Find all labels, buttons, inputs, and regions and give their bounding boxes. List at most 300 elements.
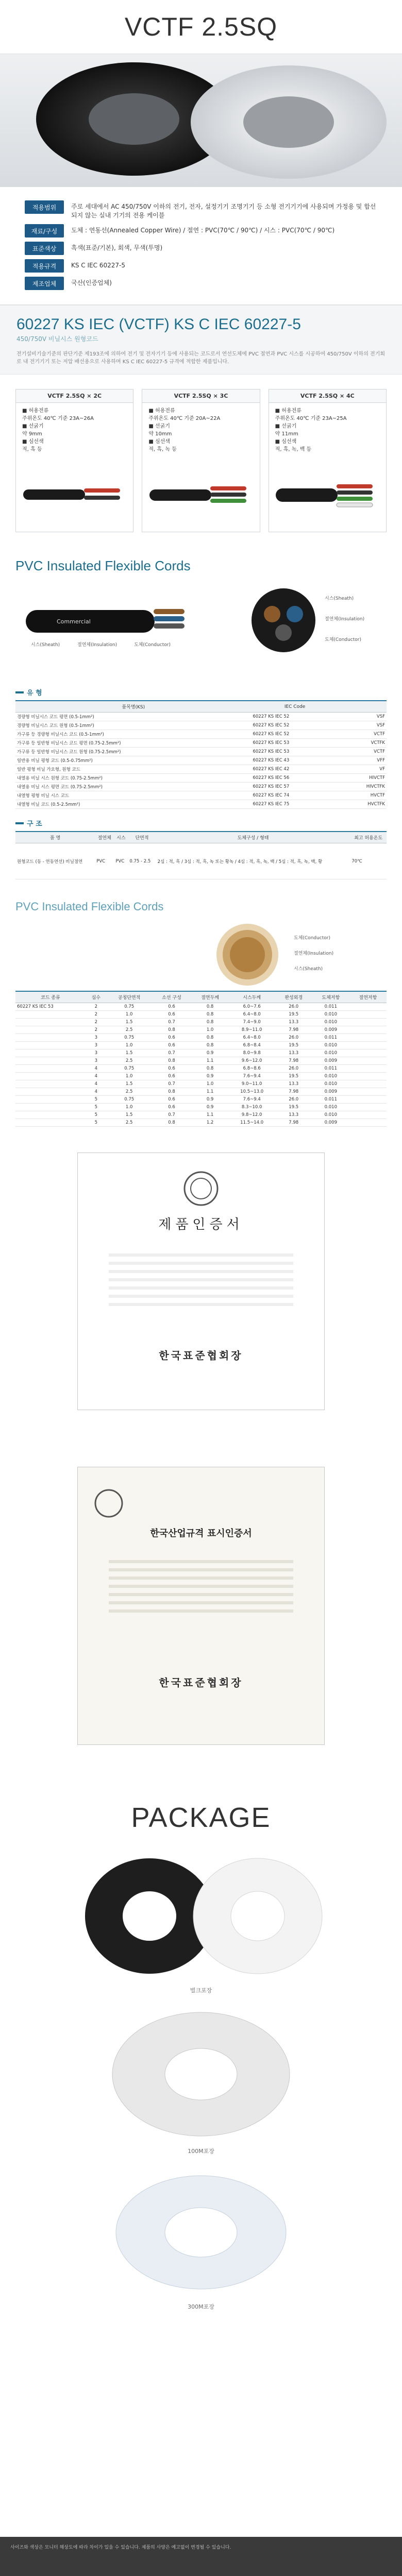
pvc2-col: 절연두께 — [192, 991, 229, 1003]
pvc2-cell — [15, 1042, 86, 1049]
types-row — [15, 756, 387, 765]
spec-value: 주로 세대에서 AC 450/750V 이하의 전기, 전자, 설정기기 조명기기 등 소형 전기기기에 사용되며 가정용 및 합선되지 않는 실내 기기의 전용 케이블 — [71, 203, 376, 219]
types-row — [15, 748, 387, 756]
pvc2-cell-empty — [349, 1119, 387, 1127]
300m-package-illustration — [108, 2165, 294, 2299]
types-code: VFF — [339, 756, 387, 765]
spec-row — [25, 200, 377, 220]
types-row — [15, 765, 387, 774]
pvc2-cell-empty — [349, 1003, 387, 1011]
variant-card — [142, 389, 260, 532]
package-100m — [0, 2005, 402, 2155]
pvc2-cell: 0.8 — [152, 1057, 191, 1065]
types-code: VF — [339, 765, 387, 774]
pvc2-row — [15, 1119, 387, 1127]
card-line: 적, 흑, 녹, 백 등 — [275, 447, 312, 452]
types-cell: 60227 KS IEC 57 — [251, 783, 338, 791]
pvc2-cell: 0.010 — [312, 1011, 349, 1019]
types-heading — [15, 687, 387, 697]
pvc2-cell: 0.011 — [312, 1096, 349, 1104]
pvc2-cell: 3 — [86, 1034, 107, 1042]
types-cell: 60227 KS IEC 53 — [251, 748, 338, 756]
types-cell: 60227 KS IEC 52 — [251, 713, 338, 721]
pvc2-diagram — [0, 919, 402, 991]
standard-subtitle: 450/750V 비닐시스 원형코드 — [16, 335, 98, 343]
pvc2-row — [15, 1042, 387, 1049]
pvc2-cell: 0.9 — [192, 1096, 229, 1104]
card-line: ■ 심선색 — [22, 439, 44, 445]
card-line: 약 9mm — [22, 431, 42, 437]
types-cell: 내열용 비닐 시스 원형 코드 (0.75-2.5mm²) — [15, 774, 251, 783]
pvc2-cell: 0.8 — [192, 1065, 229, 1073]
card-line: ■ 허용전류 — [22, 408, 49, 414]
pvc2-cell — [15, 1104, 86, 1111]
pvc2-col: 절연저항 — [349, 991, 387, 1003]
page-title: VCTF 2.5SQ — [124, 12, 278, 41]
cable-bundle-illustration — [15, 919, 387, 991]
pvc2-row — [15, 1019, 387, 1026]
variant-card — [269, 389, 387, 532]
pvc2-cell — [15, 1111, 86, 1119]
variant-card — [15, 389, 133, 532]
types-cell: 60227 KS IEC 42 — [251, 765, 338, 774]
pvc2-cell-empty — [349, 1080, 387, 1088]
card-line: 약 11mm — [275, 431, 298, 437]
footer-text: 사이즈와 색상은 모니터 해상도에 따라 차이가 있을 수 있습니다. 제품의 사양은 예고없이 변경될 수 있습니다. — [10, 2545, 231, 2550]
package-bulk — [0, 1849, 402, 1994]
spec-value: 도체 : 연동선(Annealed Copper Wire) / 절연 : PVC(70℃ / 90℃) / 시스 : PVC(70℃ / 90℃) — [71, 227, 335, 234]
standard-band — [0, 305, 402, 375]
types-code: HVCTFK — [339, 800, 387, 809]
pvc2-cell: 6.8~8.6 — [229, 1065, 275, 1073]
variant-card-image — [147, 462, 254, 528]
variant-card-body — [16, 403, 133, 457]
pvc2-cell: 19.5 — [275, 1104, 312, 1111]
pvc2-row — [15, 1057, 387, 1065]
types-cell: 가구류 등 일반형 비닐시스 코드 평면 (0.75-2.5mm²) — [15, 739, 251, 748]
pvc2-cell: 8.9~11.0 — [229, 1026, 275, 1034]
pvc2-cell-empty — [349, 1034, 387, 1042]
pvc2-cell: 0.009 — [312, 1026, 349, 1034]
label-insulation-3: 절연체(Insulation) — [294, 951, 334, 956]
pvc2-cell: 1.5 — [107, 1080, 152, 1088]
pvc2-cell: 9.6~12.0 — [229, 1057, 275, 1065]
card-line: 적, 흑, 녹 등 — [148, 447, 177, 452]
label-insulation: 절연체(Insulation) — [77, 642, 118, 648]
pvc2-cell: 0.7 — [152, 1080, 191, 1088]
product-certificate — [77, 1153, 325, 1410]
commercial-label: Commercial — [57, 618, 91, 625]
pvc2-table — [15, 991, 387, 1127]
pvc2-row — [15, 1104, 387, 1111]
pvc2-cell: 0.6 — [152, 1096, 191, 1104]
comp-heading — [15, 818, 387, 828]
pvc2-section-title: PVC Insulated Flexible Cords — [15, 900, 164, 913]
package-caption: 300M포장 — [188, 2303, 214, 2310]
pvc2-cell: 8.3~10.0 — [229, 1104, 275, 1111]
pvc2-cell: 0.8 — [192, 1011, 229, 1019]
pvc-diagram — [0, 579, 402, 682]
pvc2-cell: 0.010 — [312, 1111, 349, 1119]
package-caption: 100M포장 — [188, 2148, 214, 2155]
pvc2-cell: 1.5 — [107, 1111, 152, 1119]
pvc2-cell: 19.5 — [275, 1073, 312, 1080]
100m-package-illustration — [103, 2005, 299, 2144]
spec-label: 적용규격 — [25, 259, 64, 273]
pvc2-cell: 0.009 — [312, 1057, 349, 1065]
types-table-body — [15, 713, 387, 809]
pvc2-cell: 26.0 — [275, 1065, 312, 1073]
spec-value: KS C IEC 60227-5 — [71, 262, 125, 269]
types-row — [15, 721, 387, 730]
pvc2-cell: 6.0~7.6 — [229, 1003, 275, 1011]
pvc2-cell: 13.3 — [275, 1111, 312, 1119]
comp-col: 품 명 — [15, 832, 95, 843]
types-row — [15, 791, 387, 800]
pvc-section-title: PVC Insulated Flexible Cords — [15, 558, 191, 573]
pvc2-cell — [15, 1011, 86, 1019]
pvc2-cell: 26.0 — [275, 1003, 312, 1011]
spec-label: 적용범위 — [25, 200, 64, 214]
types-code: VSF — [339, 713, 387, 721]
types-code: VCTFK — [339, 739, 387, 748]
pvc2-cell: 0.8 — [192, 1034, 229, 1042]
types-table — [15, 700, 387, 809]
spec-row — [25, 277, 377, 290]
pvc2-cell: 2.5 — [107, 1057, 152, 1065]
types-row — [15, 800, 387, 809]
pvc2-cell: 1.5 — [107, 1049, 152, 1057]
pvc2-cell: 0.010 — [312, 1042, 349, 1049]
pvc2-cell — [15, 1034, 86, 1042]
types-row — [15, 774, 387, 783]
pvc2-row — [15, 1011, 387, 1019]
types-cell: 일반용 비닐 평형 코드 (0.5-0.75mm²) — [15, 756, 251, 765]
types-cell: 내열용 비닐 시스 평면 코드 (0.75-2.5mm²) — [15, 783, 251, 791]
spec-label: 제조업체 — [25, 277, 64, 290]
types-code: HIVCTFK — [339, 783, 387, 791]
spec-row — [25, 259, 377, 273]
pvc2-cell: 19.5 — [275, 1042, 312, 1049]
card-line: ■ 선굵기 — [148, 423, 170, 429]
package-300m — [0, 2165, 402, 2311]
footer — [0, 2537, 402, 2576]
pvc2-cell: 0.8 — [152, 1119, 191, 1127]
spec-value: 국산(인증업체) — [71, 279, 112, 286]
pvc2-cell: 0.75 — [107, 1065, 152, 1073]
pvc2-cell: 6.4~8.0 — [229, 1011, 275, 1019]
types-cell: 60227 KS IEC 52 — [251, 730, 338, 739]
pvc2-cell-empty — [349, 1104, 387, 1111]
pvc2-cell: 1.0 — [107, 1104, 152, 1111]
pvc2-cell: 7.6~9.4 — [229, 1096, 275, 1104]
spec-row — [25, 224, 377, 238]
types-code: VSF — [339, 721, 387, 730]
hero-cable-image — [0, 54, 402, 187]
pvc2-col: 심수 — [86, 991, 107, 1003]
pvc2-cell: 0.75 — [107, 1096, 152, 1104]
pvc2-cell: 8.0~9.8 — [229, 1049, 275, 1057]
pvc2-row — [15, 1096, 387, 1104]
variant-card-image — [274, 462, 381, 528]
pvc2-cell: 2 — [86, 1026, 107, 1034]
pvc2-cell: 3 — [86, 1042, 107, 1049]
types-cell: 경량형 비닐시스 코드 원형 (0.5-1mm²) — [15, 721, 251, 730]
card-line: ■ 허용전류 — [148, 408, 175, 414]
types-heading-text: 유 형 — [27, 689, 42, 697]
label-conductor-2: 도체(Conductor) — [325, 637, 362, 642]
pvc2-col: 코드 종류 — [15, 991, 86, 1003]
package-title: PACKAGE — [131, 1802, 271, 1833]
pvc2-cell: 0.7 — [152, 1049, 191, 1057]
pvc2-cell: 1.0 — [107, 1073, 152, 1080]
variant-card-title: VCTF 2.5SQ × 3C — [142, 389, 259, 403]
card-line: 주위온도 40℃ 기준 23A~25A — [275, 416, 347, 421]
cable-end-illustration — [23, 464, 126, 526]
pvc2-cell: 0.010 — [312, 1049, 349, 1057]
pvc2-cell: 5 — [86, 1104, 107, 1111]
types-cell: 일반 평형 비닐 가요형, 원형 코드 — [15, 765, 251, 774]
pvc2-cell — [15, 1026, 86, 1034]
card-line: 주위온도 40℃ 기준 20A~22A — [148, 416, 221, 421]
pvc2-cell: 26.0 — [275, 1034, 312, 1042]
types-col-code — [339, 701, 387, 713]
ks-cert-heading: 한국산업규격 표시인증서 — [150, 1528, 252, 1539]
pvc2-cell: 7.4~9.0 — [229, 1019, 275, 1026]
pvc2-cell: 0.9 — [192, 1104, 229, 1111]
pvc2-cell: 6.8~8.4 — [229, 1042, 275, 1049]
comp-table — [15, 831, 387, 879]
comp-col: 시스 — [114, 832, 128, 843]
pvc2-cell: 1.5 — [107, 1019, 152, 1026]
pvc2-cell-empty — [349, 1065, 387, 1073]
pvc2-cell: 11.5~14.0 — [229, 1119, 275, 1127]
pvc2-cell: 0.7 — [152, 1019, 191, 1026]
types-code: HVCTF — [339, 791, 387, 800]
pvc2-cell: 0.011 — [312, 1034, 349, 1042]
pvc2-cell-empty — [349, 1019, 387, 1026]
pvc2-row — [15, 1003, 387, 1011]
pvc2-row — [15, 1111, 387, 1119]
label-conductor: 도체(Conductor) — [134, 642, 171, 648]
pvc2-cell: 3 — [86, 1057, 107, 1065]
pvc2-cell: 0.6 — [152, 1065, 191, 1073]
pvc2-cell: 2.5 — [107, 1026, 152, 1034]
pvc2-cell: 10.5~13.0 — [229, 1088, 275, 1096]
types-cell: 60227 KS IEC 75 — [251, 800, 338, 809]
comp-sheath: PVC — [114, 843, 128, 879]
types-cell: 60227 KS IEC 53 — [251, 739, 338, 748]
pvc2-cell: 2.5 — [107, 1119, 152, 1127]
pvc2-cell: 0.75 — [107, 1003, 152, 1011]
cable-coils-illustration — [0, 54, 402, 187]
types-cell: 60227 KS IEC 74 — [251, 791, 338, 800]
pvc2-cell: 0.010 — [312, 1073, 349, 1080]
pvc2-cell: 1.1 — [192, 1088, 229, 1096]
pvc2-col: 완성외경 — [275, 991, 312, 1003]
label-sheath-3: 시스(Sheath) — [294, 967, 323, 972]
pvc2-cell: 0.009 — [312, 1088, 349, 1096]
card-line: ■ 선굵기 — [275, 423, 297, 429]
pvc2-cell-empty — [349, 1073, 387, 1080]
ks-certificate — [77, 1467, 325, 1745]
pvc2-cell: 0.6 — [152, 1003, 191, 1011]
comp-name: 원형코드 (동 - 연동연선) 비닐절연 — [15, 843, 95, 879]
pvc2-cell: 0.8 — [152, 1026, 191, 1034]
pvc2-cell: 6.4~8.0 — [229, 1034, 275, 1042]
pvc2-cell-empty — [349, 1011, 387, 1019]
pvc2-cell — [15, 1019, 86, 1026]
card-line: ■ 심선색 — [275, 439, 297, 445]
types-cell: 60227 KS IEC 43 — [251, 756, 338, 765]
pvc2-cell: 0.6 — [152, 1011, 191, 1019]
types-cell: 60227 KS IEC 56 — [251, 774, 338, 783]
ks-cert-org: 한국표준협회장 — [159, 1676, 243, 1689]
label-conductor-3: 도체(Conductor) — [294, 936, 331, 941]
pvc2-cell: 5 — [86, 1111, 107, 1119]
pvc2-cell: 0.010 — [312, 1019, 349, 1026]
pvc2-cell: 7.98 — [275, 1057, 312, 1065]
pvc2-table-wrap — [0, 991, 402, 1127]
card-line: 약 10mm — [148, 431, 172, 437]
pvc2-cell: 7.98 — [275, 1026, 312, 1034]
pvc2-cell-empty — [349, 1026, 387, 1034]
pvc2-cell — [15, 1057, 86, 1065]
types-col: IEC Code — [251, 701, 338, 713]
pvc2-cell: 13.3 — [275, 1019, 312, 1026]
pvc2-col: 공칭단면적 — [107, 991, 152, 1003]
card-line: 적, 흑 등 — [22, 447, 42, 452]
pvc2-cell: 5 — [86, 1096, 107, 1104]
pvc2-cell: 0.75 — [107, 1034, 152, 1042]
pvc2-cell — [15, 1096, 86, 1104]
pvc2-cell-empty — [349, 1111, 387, 1119]
types-code: VCTF — [339, 748, 387, 756]
variant-card-body — [142, 403, 259, 457]
pvc2-cell: 4 — [86, 1065, 107, 1073]
comp-col: 단면적 — [128, 832, 156, 843]
pvc2-row — [15, 1080, 387, 1088]
spec-value: 흑색(표준/기본), 회색, 무색(투명) — [71, 244, 163, 251]
types-cell: 60227 KS IEC 52 — [251, 721, 338, 730]
types-cell: 가구류 등 경량형 비닐시스 코드 (0.5-1mm²) — [15, 730, 251, 739]
pvc2-cell: 0.9 — [192, 1073, 229, 1080]
pvc2-cell: 4 — [86, 1073, 107, 1080]
pvc2-cell: 0.011 — [312, 1065, 349, 1073]
types-cell: 내열형 평형 비닐 시스 코드 — [15, 791, 251, 800]
spec-box — [0, 187, 402, 305]
pvc2-cell: 0.8 — [192, 1019, 229, 1026]
cable-end-illustration — [149, 464, 253, 526]
pvc2-cell: 2 — [86, 1011, 107, 1019]
types-row — [15, 713, 387, 721]
cert-heading: 제품인증서 — [158, 1217, 244, 1232]
comp-ins: PVC — [95, 843, 114, 879]
pvc2-cell: 0.6 — [152, 1104, 191, 1111]
pvc2-cell: 13.3 — [275, 1080, 312, 1088]
pvc2-cell: 0.011 — [312, 1003, 349, 1011]
label-sheath: 시스(Sheath) — [31, 642, 60, 648]
pvc2-cell: 0.010 — [312, 1080, 349, 1088]
pvc2-cell: 2 — [86, 1003, 107, 1011]
pvc2-cell: 19.5 — [275, 1011, 312, 1019]
package-caption: 벌크포장 — [190, 1987, 212, 1994]
pvc2-cell: 1.0 — [107, 1011, 152, 1019]
card-line: 주위온도 40℃ 기준 23A~26A — [22, 416, 94, 421]
pvc2-cell — [15, 1073, 86, 1080]
pvc2-cell: 7.98 — [275, 1119, 312, 1127]
standard-title: 60227 KS IEC (VCTF) KS C IEC 60227-5 — [16, 316, 301, 333]
variant-card-title: VCTF 2.5SQ × 2C — [16, 389, 133, 403]
comp-col: 절연체 — [95, 832, 114, 843]
comp-desc: 2심 : 적, 흑 / 3심 : 적, 흑, 녹 또는 황녹 / 4심 : 적, 흑, 녹, 백 / 5심 : 적, 흑, 녹, 백, 황 — [156, 843, 350, 879]
types-cell: 경량형 비닐시스 코드 평면 (0.5-1mm²) — [15, 713, 251, 721]
pvc2-cell: 1.1 — [192, 1111, 229, 1119]
bulk-package-illustration — [72, 1849, 330, 1983]
pvc2-cell: 9.0~11.0 — [229, 1080, 275, 1088]
types-row — [15, 730, 387, 739]
pvc2-cell: 3 — [86, 1049, 107, 1057]
card-line: ■ 허용전류 — [275, 408, 301, 414]
pvc2-cell: 0.7 — [152, 1111, 191, 1119]
standard-desc: 전기설비기술기준의 판단기준 제193조에 의하여 전기 및 전자기기 등에 사용되는 코드로서 연선도체에 PVC 절연과 PVC 시스를 시공하여 450/750V 이하의 전기회로 내 전기기기 또는 저압 배선용으로 사용하며 KS C IEC 60227-5 규격에 적합한 제품입니다. — [16, 351, 386, 365]
pvc2-cell: 1.0 — [192, 1026, 229, 1034]
pvc2-cell: 0.9 — [192, 1049, 229, 1057]
comp-row — [15, 843, 387, 879]
pvc2-cell: 4 — [86, 1088, 107, 1096]
pvc2-cell: 0.8 — [192, 1042, 229, 1049]
pvc2-cell: 1.0 — [192, 1080, 229, 1088]
variant-cards — [0, 375, 402, 537]
pvc2-row — [15, 1088, 387, 1096]
pvc2-row — [15, 1073, 387, 1080]
types-col: 품목명(KS) — [15, 701, 251, 713]
types-cell: 내열형 비닐 코드 (0.5-2.5mm²) — [15, 800, 251, 809]
pvc2-cell: 7.6~9.4 — [229, 1073, 275, 1080]
pvc2-cell: 0.009 — [312, 1119, 349, 1127]
pvc2-row — [15, 1034, 387, 1042]
variant-card-image — [21, 462, 128, 528]
cert-emblem — [78, 1153, 324, 1209]
pvc2-cell: 0.6 — [152, 1073, 191, 1080]
pvc2-cell-empty — [349, 1057, 387, 1065]
pvc2-cell: 0.6 — [152, 1042, 191, 1049]
label-sheath-2: 시스(Sheath) — [325, 596, 354, 601]
pvc2-cell — [15, 1119, 86, 1127]
pvc2-col: 시스두께 — [229, 991, 275, 1003]
pvc2-cell: 0.6 — [152, 1034, 191, 1042]
ks-emblem — [78, 1467, 324, 1521]
pvc2-cell: 7.98 — [275, 1088, 312, 1096]
pvc2-table-body — [15, 1003, 387, 1127]
pvc2-col: 도체저항 — [312, 991, 349, 1003]
comp-heading-text: 구 조 — [27, 820, 42, 828]
pvc2-row — [15, 1026, 387, 1034]
pvc2-cell — [15, 1088, 86, 1096]
pvc2-cell: 0.010 — [312, 1104, 349, 1111]
pvc2-col: 소선 구성 — [152, 991, 191, 1003]
types-code: HIVCTF — [339, 774, 387, 783]
pvc2-cell: 5 — [86, 1119, 107, 1127]
pvc2-cell: 1.2 — [192, 1119, 229, 1127]
pvc2-cell-empty — [349, 1049, 387, 1057]
pvc2-cell: 0.8 — [192, 1003, 229, 1011]
comp-table-wrap — [0, 831, 402, 879]
pvc2-cell — [15, 1065, 86, 1073]
spec-row — [25, 242, 377, 255]
ks-mark-icon — [93, 1488, 124, 1519]
comp-col: 최고 허용온도 — [350, 832, 387, 843]
